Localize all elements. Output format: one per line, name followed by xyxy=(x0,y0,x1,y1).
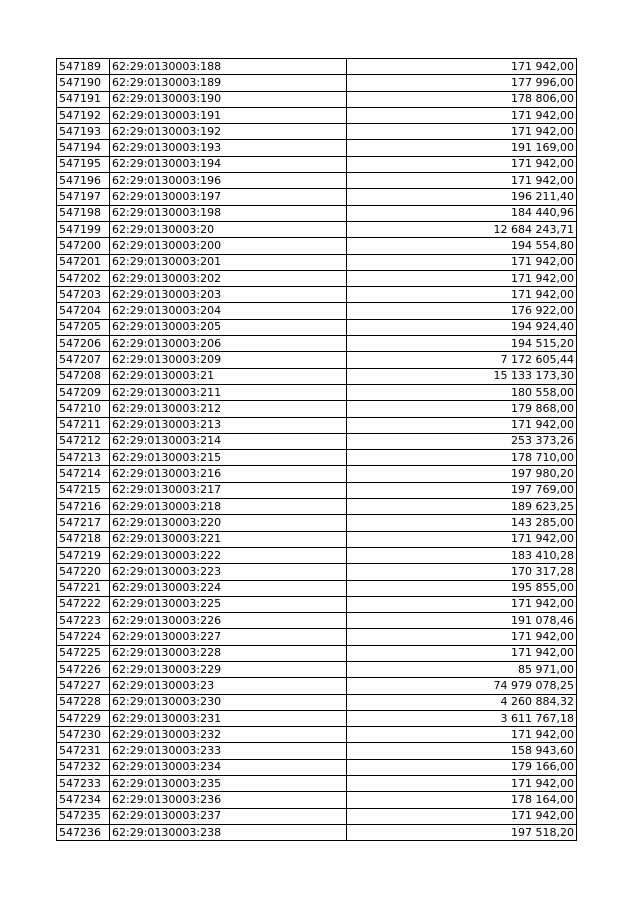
row-id-cell: 547226 xyxy=(57,661,110,677)
row-id-cell: 547199 xyxy=(57,221,110,237)
table-row xyxy=(57,580,577,596)
cadastral-number-cell: 62:29:0130003:218 xyxy=(110,499,347,515)
table-row xyxy=(57,368,577,384)
table-row xyxy=(57,303,577,319)
cadastral-number-cell: 62:29:0130003:236 xyxy=(110,792,347,808)
table-row xyxy=(57,629,577,645)
cadastral-number-cell: 62:29:0130003:193 xyxy=(110,140,347,156)
row-id-cell: 547189 xyxy=(57,59,110,75)
cadastral-value-cell: 4 260 884,32 xyxy=(347,694,577,710)
row-id-cell: 547210 xyxy=(57,401,110,417)
row-id-cell: 547217 xyxy=(57,515,110,531)
table-row xyxy=(57,270,577,286)
cadastral-number-cell: 62:29:0130003:221 xyxy=(110,531,347,547)
cadastral-value-cell: 176 922,00 xyxy=(347,303,577,319)
cadastral-number-cell: 62:29:0130003:23 xyxy=(110,678,347,694)
cadastral-number-cell: 62:29:0130003:191 xyxy=(110,107,347,123)
table-row xyxy=(57,466,577,482)
cadastral-value-cell: 12 684 243,71 xyxy=(347,221,577,237)
cadastral-number-cell: 62:29:0130003:203 xyxy=(110,287,347,303)
table-row xyxy=(57,287,577,303)
cadastral-value-cell: 194 554,80 xyxy=(347,238,577,254)
table-row xyxy=(57,678,577,694)
cadastral-value-cell: 171 942,00 xyxy=(347,531,577,547)
table-row xyxy=(57,661,577,677)
table-row xyxy=(57,107,577,123)
cadastral-value-cell: 171 942,00 xyxy=(347,629,577,645)
table-row xyxy=(57,238,577,254)
table-row xyxy=(57,401,577,417)
cadastral-value-cell: 158 943,60 xyxy=(347,743,577,759)
cadastral-number-cell: 62:29:0130003:217 xyxy=(110,482,347,498)
row-id-cell: 547235 xyxy=(57,808,110,824)
cadastral-number-cell: 62:29:0130003:196 xyxy=(110,173,347,189)
table-row xyxy=(57,450,577,466)
row-id-cell: 547219 xyxy=(57,547,110,563)
row-id-cell: 547192 xyxy=(57,107,110,123)
cadastral-number-cell: 62:29:0130003:220 xyxy=(110,515,347,531)
cadastral-value-cell: 177 996,00 xyxy=(347,75,577,91)
cadastral-number-cell: 62:29:0130003:209 xyxy=(110,352,347,368)
row-id-cell: 547193 xyxy=(57,124,110,140)
row-id-cell: 547231 xyxy=(57,743,110,759)
cadastral-number-cell: 62:29:0130003:189 xyxy=(110,75,347,91)
table-row xyxy=(57,384,577,400)
cadastral-value-cell: 191 078,46 xyxy=(347,613,577,629)
row-id-cell: 547225 xyxy=(57,645,110,661)
cadastral-value-cell: 195 855,00 xyxy=(347,580,577,596)
cadastral-value-cell: 74 979 078,25 xyxy=(347,678,577,694)
cadastral-number-cell: 62:29:0130003:206 xyxy=(110,336,347,352)
cadastral-number-cell: 62:29:0130003:197 xyxy=(110,189,347,205)
cadastral-number-cell: 62:29:0130003:200 xyxy=(110,238,347,254)
cadastral-value-cell: 179 868,00 xyxy=(347,401,577,417)
row-id-cell: 547213 xyxy=(57,450,110,466)
cadastral-number-cell: 62:29:0130003:234 xyxy=(110,759,347,775)
cadastral-value-cell: 196 211,40 xyxy=(347,189,577,205)
table-row xyxy=(57,173,577,189)
cadastral-value-cell: 15 133 173,30 xyxy=(347,368,577,384)
row-id-cell: 547216 xyxy=(57,499,110,515)
cadastral-number-cell: 62:29:0130003:230 xyxy=(110,694,347,710)
cadastral-value-cell: 143 285,00 xyxy=(347,515,577,531)
cadastral-number-cell: 62:29:0130003:238 xyxy=(110,824,347,840)
cadastral-value-cell: 197 769,00 xyxy=(347,482,577,498)
table-row xyxy=(57,352,577,368)
cadastral-number-cell: 62:29:0130003:20 xyxy=(110,221,347,237)
row-id-cell: 547194 xyxy=(57,140,110,156)
cadastral-number-cell: 62:29:0130003:227 xyxy=(110,629,347,645)
cadastral-number-cell: 62:29:0130003:225 xyxy=(110,596,347,612)
cadastral-value-cell: 184 440,96 xyxy=(347,205,577,221)
cadastral-value-cell: 178 710,00 xyxy=(347,450,577,466)
table-row xyxy=(57,205,577,221)
row-id-cell: 547205 xyxy=(57,319,110,335)
cadastral-value-cell: 180 558,00 xyxy=(347,384,577,400)
table-row xyxy=(57,124,577,140)
row-id-cell: 547215 xyxy=(57,482,110,498)
cadastral-number-cell: 62:29:0130003:211 xyxy=(110,384,347,400)
row-id-cell: 547200 xyxy=(57,238,110,254)
cadastral-value-cell: 189 623,25 xyxy=(347,499,577,515)
row-id-cell: 547196 xyxy=(57,173,110,189)
row-id-cell: 547224 xyxy=(57,629,110,645)
row-id-cell: 547201 xyxy=(57,254,110,270)
row-id-cell: 547204 xyxy=(57,303,110,319)
row-id-cell: 547198 xyxy=(57,205,110,221)
cadastral-number-cell: 62:29:0130003:201 xyxy=(110,254,347,270)
cadastral-number-cell: 62:29:0130003:231 xyxy=(110,710,347,726)
row-id-cell: 547202 xyxy=(57,270,110,286)
table-row xyxy=(57,221,577,237)
row-id-cell: 547221 xyxy=(57,580,110,596)
cadastral-value-cell: 170 317,28 xyxy=(347,564,577,580)
cadastral-number-cell: 62:29:0130003:223 xyxy=(110,564,347,580)
table-row xyxy=(57,417,577,433)
cadastral-number-cell: 62:29:0130003:232 xyxy=(110,727,347,743)
cadastral-value-cell: 171 942,00 xyxy=(347,287,577,303)
cadastral-number-cell: 62:29:0130003:226 xyxy=(110,613,347,629)
cadastral-value-cell: 183 410,28 xyxy=(347,547,577,563)
table-row xyxy=(57,189,577,205)
table-row xyxy=(57,531,577,547)
row-id-cell: 547228 xyxy=(57,694,110,710)
cadastral-number-cell: 62:29:0130003:224 xyxy=(110,580,347,596)
cadastral-number-cell: 62:29:0130003:198 xyxy=(110,205,347,221)
cadastral-number-cell: 62:29:0130003:213 xyxy=(110,417,347,433)
row-id-cell: 547195 xyxy=(57,156,110,172)
cadastral-number-cell: 62:29:0130003:194 xyxy=(110,156,347,172)
row-id-cell: 547206 xyxy=(57,336,110,352)
table-row xyxy=(57,808,577,824)
cadastral-value-table xyxy=(56,58,577,841)
row-id-cell: 547211 xyxy=(57,417,110,433)
row-id-cell: 547197 xyxy=(57,189,110,205)
table-row xyxy=(57,743,577,759)
cadastral-number-cell: 62:29:0130003:237 xyxy=(110,808,347,824)
table-row xyxy=(57,156,577,172)
row-id-cell: 547230 xyxy=(57,727,110,743)
cadastral-value-cell: 7 172 605,44 xyxy=(347,352,577,368)
row-id-cell: 547220 xyxy=(57,564,110,580)
table-row xyxy=(57,336,577,352)
table-row xyxy=(57,319,577,335)
row-id-cell: 547190 xyxy=(57,75,110,91)
table-row xyxy=(57,759,577,775)
cadastral-value-cell: 171 942,00 xyxy=(347,645,577,661)
cadastral-value-cell: 85 971,00 xyxy=(347,661,577,677)
table-row xyxy=(57,776,577,792)
cadastral-number-cell: 62:29:0130003:202 xyxy=(110,270,347,286)
cadastral-value-cell: 194 515,20 xyxy=(347,336,577,352)
table-row xyxy=(57,482,577,498)
table-row xyxy=(57,613,577,629)
cadastral-value-cell: 178 806,00 xyxy=(347,91,577,107)
cadastral-number-cell: 62:29:0130003:205 xyxy=(110,319,347,335)
row-id-cell: 547233 xyxy=(57,776,110,792)
table-row xyxy=(57,140,577,156)
row-id-cell: 547229 xyxy=(57,710,110,726)
row-id-cell: 547218 xyxy=(57,531,110,547)
row-id-cell: 547232 xyxy=(57,759,110,775)
row-id-cell: 547227 xyxy=(57,678,110,694)
cadastral-value-cell: 191 169,00 xyxy=(347,140,577,156)
cadastral-value-cell: 171 942,00 xyxy=(347,596,577,612)
table-row xyxy=(57,254,577,270)
cadastral-value-cell: 197 980,20 xyxy=(347,466,577,482)
table-row xyxy=(57,499,577,515)
cadastral-value-cell: 3 611 767,18 xyxy=(347,710,577,726)
row-id-cell: 547208 xyxy=(57,368,110,384)
cadastral-number-cell: 62:29:0130003:188 xyxy=(110,59,347,75)
cadastral-number-cell: 62:29:0130003:190 xyxy=(110,91,347,107)
row-id-cell: 547191 xyxy=(57,91,110,107)
cadastral-number-cell: 62:29:0130003:212 xyxy=(110,401,347,417)
table-body xyxy=(57,59,577,841)
table-row xyxy=(57,694,577,710)
cadastral-value-cell: 178 164,00 xyxy=(347,792,577,808)
cadastral-number-cell: 62:29:0130003:233 xyxy=(110,743,347,759)
cadastral-value-cell: 171 942,00 xyxy=(347,417,577,433)
cadastral-value-cell: 171 942,00 xyxy=(347,808,577,824)
row-id-cell: 547234 xyxy=(57,792,110,808)
table-row xyxy=(57,91,577,107)
row-id-cell: 547212 xyxy=(57,433,110,449)
cadastral-number-cell: 62:29:0130003:228 xyxy=(110,645,347,661)
cadastral-value-cell: 171 942,00 xyxy=(347,254,577,270)
table-row xyxy=(57,547,577,563)
cadastral-number-cell: 62:29:0130003:21 xyxy=(110,368,347,384)
cadastral-value-cell: 197 518,20 xyxy=(347,824,577,840)
cadastral-value-cell: 171 942,00 xyxy=(347,107,577,123)
table-row xyxy=(57,433,577,449)
cadastral-value-cell: 253 373,26 xyxy=(347,433,577,449)
table-row xyxy=(57,515,577,531)
row-id-cell: 547222 xyxy=(57,596,110,612)
row-id-cell: 547203 xyxy=(57,287,110,303)
row-id-cell: 547214 xyxy=(57,466,110,482)
cadastral-number-cell: 62:29:0130003:229 xyxy=(110,661,347,677)
cadastral-number-cell: 62:29:0130003:215 xyxy=(110,450,347,466)
cadastral-value-cell: 194 924,40 xyxy=(347,319,577,335)
cadastral-value-cell: 171 942,00 xyxy=(347,124,577,140)
row-id-cell: 547223 xyxy=(57,613,110,629)
cadastral-number-cell: 62:29:0130003:222 xyxy=(110,547,347,563)
cadastral-number-cell: 62:29:0130003:192 xyxy=(110,124,347,140)
table-row xyxy=(57,59,577,75)
cadastral-value-cell: 171 942,00 xyxy=(347,173,577,189)
table-row xyxy=(57,75,577,91)
row-id-cell: 547236 xyxy=(57,824,110,840)
cadastral-value-cell: 179 166,00 xyxy=(347,759,577,775)
cadastral-number-cell: 62:29:0130003:235 xyxy=(110,776,347,792)
cadastral-number-cell: 62:29:0130003:204 xyxy=(110,303,347,319)
cadastral-value-cell: 171 942,00 xyxy=(347,776,577,792)
cadastral-value-cell: 171 942,00 xyxy=(347,156,577,172)
table-row xyxy=(57,645,577,661)
row-id-cell: 547207 xyxy=(57,352,110,368)
table-row xyxy=(57,727,577,743)
table-row xyxy=(57,792,577,808)
table-row xyxy=(57,564,577,580)
cadastral-number-cell: 62:29:0130003:216 xyxy=(110,466,347,482)
table-row xyxy=(57,824,577,840)
row-id-cell: 547209 xyxy=(57,384,110,400)
cadastral-value-cell: 171 942,00 xyxy=(347,59,577,75)
table-row xyxy=(57,710,577,726)
cadastral-number-cell: 62:29:0130003:214 xyxy=(110,433,347,449)
cadastral-value-cell: 171 942,00 xyxy=(347,270,577,286)
table-row xyxy=(57,596,577,612)
cadastral-value-cell: 171 942,00 xyxy=(347,727,577,743)
